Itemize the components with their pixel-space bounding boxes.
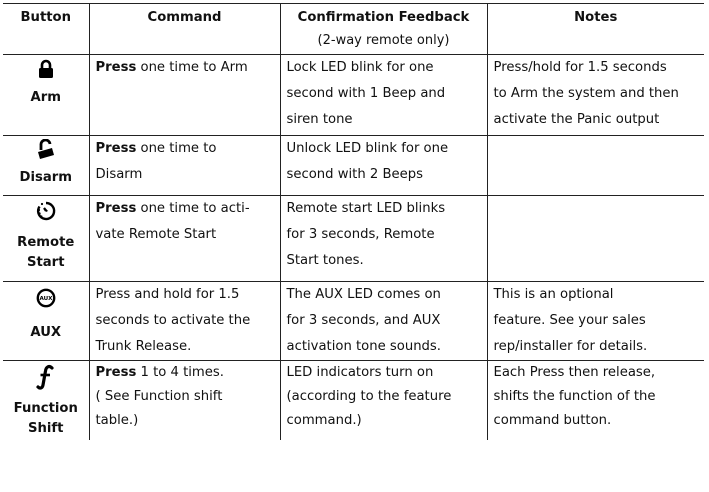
button-label: Disarm xyxy=(19,170,72,185)
command-cell: Press 1 to 4 times. ( See Function shift table.) xyxy=(89,361,280,441)
table-row xyxy=(3,136,704,196)
unlock-icon xyxy=(3,139,89,168)
button-label-line2: Start xyxy=(26,255,65,270)
command-cell: Press one time to Arm xyxy=(89,55,280,136)
aux-icon xyxy=(3,288,89,315)
command-cell: Press and hold for 1.5 seconds to activate the Trunk Release. xyxy=(89,282,280,361)
notes-cell xyxy=(487,196,704,282)
header-notes: Notes xyxy=(487,4,704,55)
header-feedback-subtitle: (2-way remote only) xyxy=(280,32,487,55)
button-cell-disarm xyxy=(3,136,89,196)
header-button: Button xyxy=(3,4,89,55)
lock-icon xyxy=(3,59,89,86)
feedback-cell: Remote start LED blinks for 3 seconds, Remote Start tones. xyxy=(280,196,487,282)
notes-cell: Press/hold for 1.5 seconds to Arm the system and then activate the Panic output xyxy=(487,55,704,136)
notes-cell: Each Press then release, shifts the function of the command button. xyxy=(487,361,704,441)
button-label-line1: Function xyxy=(13,401,78,416)
notes-cell xyxy=(487,136,704,196)
remote-start-icon xyxy=(3,200,89,229)
button-label-line2: Shift xyxy=(28,421,64,436)
feedback-cell: Unlock LED blink for one second with 2 Beeps xyxy=(280,136,487,196)
button-cell-aux xyxy=(3,282,89,361)
command-cell: Press one time to acti- vate Remote Start xyxy=(89,196,280,282)
button-cell-remote-start xyxy=(3,196,89,282)
button-cell-arm xyxy=(3,55,89,136)
button-label: Arm xyxy=(30,90,61,105)
aux-icon-text: AUX xyxy=(39,296,53,303)
header-feedback: Confirmation Feedback xyxy=(280,4,487,33)
header-command: Command xyxy=(89,4,280,55)
feedback-cell: The AUX LED comes on for 3 seconds, and AUX activation tone sounds. xyxy=(280,282,487,361)
table-row xyxy=(3,196,704,282)
button-label-line1: Remote xyxy=(17,235,75,250)
button-label: AUX xyxy=(30,325,62,340)
feedback-cell: Lock LED blink for one second with 1 Beep and siren tone xyxy=(280,55,487,136)
remote-buttons-table-wrapper xyxy=(3,3,704,440)
table-row xyxy=(3,361,704,441)
button-cell-function-shift xyxy=(3,361,89,441)
table-row xyxy=(3,282,704,361)
table-row xyxy=(3,55,704,136)
notes-cell: This is an optional feature. See your sales rep/installer for details. xyxy=(487,282,704,361)
feedback-cell: LED indicators turn on (according to the feature command.) xyxy=(280,361,487,441)
function-icon xyxy=(3,364,89,397)
command-cell: Press one time to Disarm xyxy=(89,136,280,196)
remote-buttons-table xyxy=(3,3,704,440)
